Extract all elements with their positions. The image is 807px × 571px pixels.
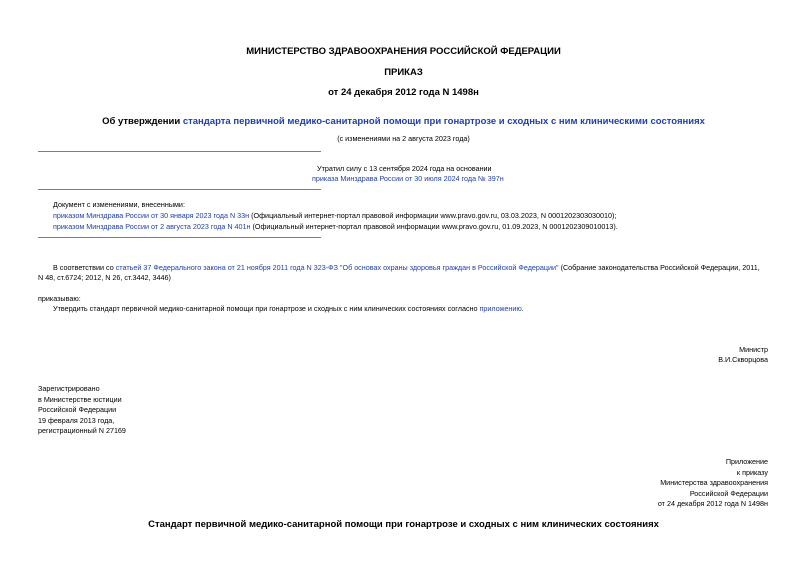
registration-line: 19 февраля 2013 года, [38,415,115,425]
divider [38,189,321,190]
document-title [0,116,807,127]
list-item [53,221,618,233]
appendix-line: от 24 декабря 2012 года N 1498н [657,499,768,508]
signature-name: В.И.Скворцова [718,355,768,364]
divider [38,151,321,152]
preamble-text: В соответствии со [53,263,116,272]
standard-title: Стандарт первичной медико-санитарной помощи при гонартрозе и сходных с ним клинических состояниях [148,519,659,530]
divider [38,237,321,238]
preamble-line-2: N 48, ст.6724; 2012, N 26, ст.3442, 3446) [38,273,171,282]
expired-note: Утратил силу с 13 сентября 2024 года на основании [317,164,492,173]
approve-text: Утвердить стандарт первичной медико-санитарной помощи при гонартрозе и сходных с ним клинических состояниях согласно [53,304,480,313]
appendix-line: Приложение [725,457,768,466]
registration-block [38,384,126,437]
law-article-link[interactable]: статьей 37 Федерального закона от 21 ноября 2011 года N 323-ФЗ "Об основах охраны здоровья граждан в Российской Федерации" [115,263,559,272]
amendment-source: (Официальный интернет-портал правовой информации www.pravo.gov.ru, 03.03.2023, N 0001202303030010); [249,211,617,220]
document-date-number: от 24 декабря 2012 года N 1498н [328,87,479,98]
signature-role: Министр [739,345,768,354]
order-word: приказываю: [38,294,81,303]
amendments-note: (с изменениями на 2 августа 2023 года) [337,134,470,143]
title-prefix: Об утверждении [102,116,183,127]
document-type: ПРИКАЗ [384,67,423,78]
ministry-heading: МИНИСТЕРСТВО ЗДРАВООХРАНЕНИЯ РОССИЙСКОЙ ФЕДЕРАЦИИ [246,46,561,57]
appendix-line: Российской Федерации [689,488,768,498]
preamble-text: (Собрание законодательства Российской Федерации, 2011, [558,263,760,272]
registration-line: регистрационный N 27169 [38,426,126,435]
expired-order-link[interactable]: приказа Минздрава России от 30 июля 2024 года № 397н [312,174,504,183]
amendment-source: (Официальный интернет-портал правовой информации www.pravo.gov.ru, 01.09.2023, N 0001202309010013). [250,222,618,231]
registration-line: Российской Федерации [38,405,117,414]
approve-paragraph: Утвердить стандарт первичной медико-санитарной помощи при гонартрозе и сходных с ним клинических состояниях согласно приложению. [53,304,524,313]
registration-line: Зарегистрировано [38,384,100,393]
amendment-link[interactable]: приказом Минздрава России от 30 января 2023 года N 33н [53,211,250,220]
title-standard-link[interactable]: стандарта первичной медико-санитарной помощи при гонартрозе и сходных с ним клиническими состояниях [182,116,705,127]
amendment-link[interactable]: приказом Минздрава России от 2 августа 2023 года N 401н [53,222,251,231]
appendix-line: Министерства здравоохранения [660,478,768,487]
changes-heading: Документ с изменениями, внесенными: [53,200,185,209]
appendix-link[interactable]: приложению [479,304,522,313]
appendix-line: к приказу [736,467,768,477]
appendix-reference-block [658,457,768,510]
registration-line: в Министерстве юстиции [38,394,122,404]
